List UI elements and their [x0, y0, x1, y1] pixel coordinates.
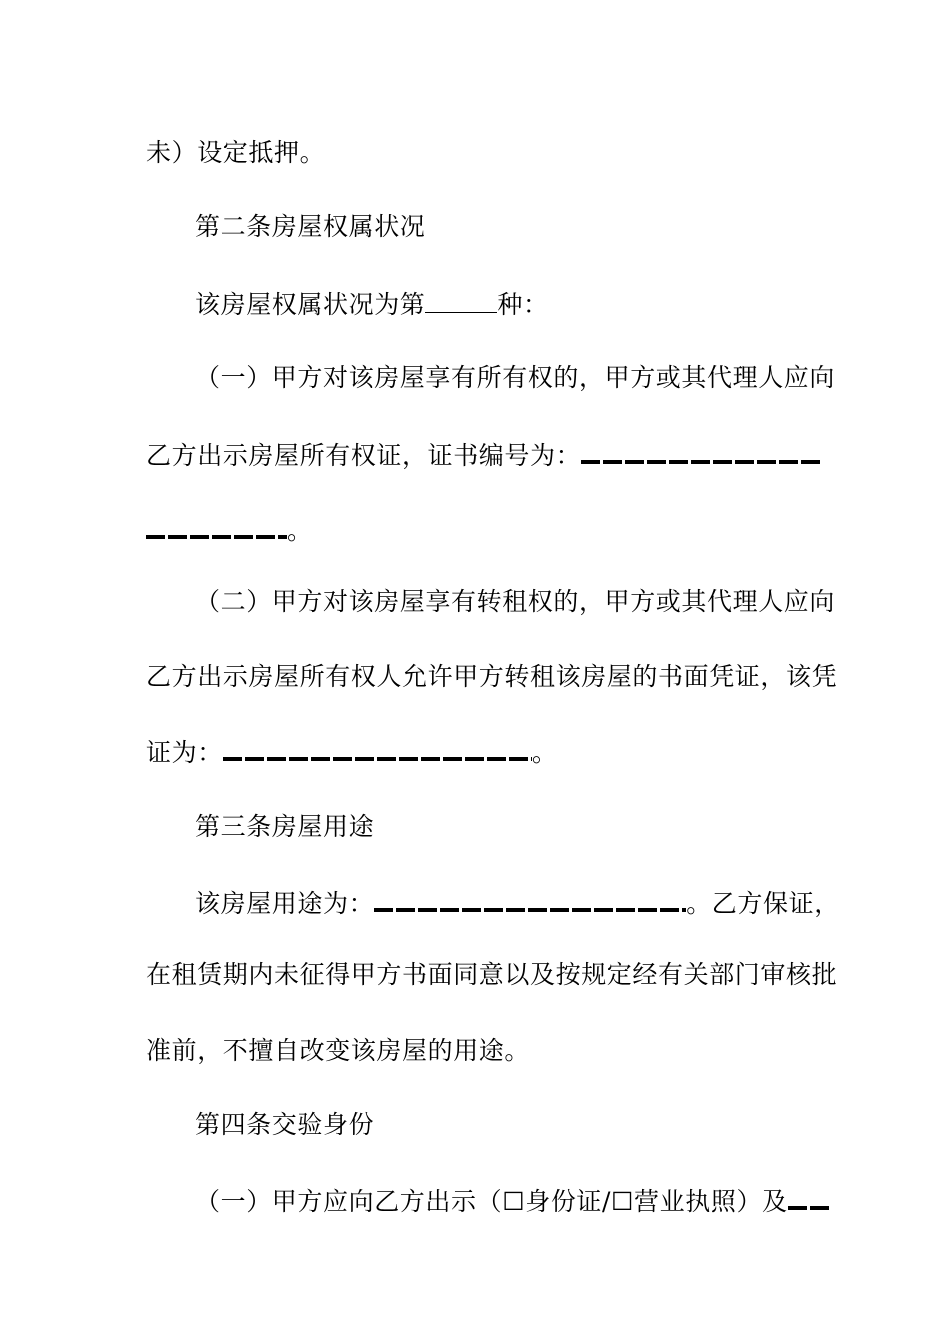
certificate-number-blank-continued[interactable]	[146, 511, 287, 539]
paragraph-line: 乙方出示房屋所有权人允许甲方转租该房屋的书面凭证，该凭	[146, 662, 838, 691]
paragraph-line: 该房屋用途为： 。乙方保证，	[195, 884, 840, 918]
article-heading: 第二条房屋权属状况	[195, 212, 426, 241]
paragraph-line: 在租赁期内未征得甲方书面同意以及按规定经有关部门审核批	[146, 960, 838, 989]
article-heading: 第四条交验身份	[195, 1110, 375, 1139]
paragraph-line: 乙方出示房屋所有权证，证书编号为：	[146, 436, 822, 470]
house-use-blank[interactable]	[374, 884, 686, 912]
paragraph-line: 该房屋权属状况为第 种：	[195, 286, 549, 320]
paragraph-line: （一）甲方对该房屋享有所有权的，甲方或其代理人应向	[195, 363, 836, 392]
paragraph-line: 证为： 。	[146, 733, 557, 767]
paragraph-line: （二）甲方对该房屋享有转租权的，甲方或其代理人应向	[195, 587, 836, 616]
paragraph-line: （一）甲方应向乙方出示（☐身份证/☐营业执照）及	[195, 1182, 832, 1216]
identity-document-blank[interactable]	[788, 1182, 832, 1210]
article-heading: 第三条房屋用途	[195, 812, 375, 841]
paragraph-line: 未）设定抵押。	[146, 138, 326, 167]
sublease-certificate-blank[interactable]	[223, 733, 532, 761]
paragraph-line: 。	[146, 511, 313, 545]
fill-in-blank[interactable]	[425, 286, 497, 313]
certificate-number-blank[interactable]	[581, 436, 822, 464]
paragraph-line: 准前，不擅自改变该房屋的用途。	[146, 1036, 531, 1065]
